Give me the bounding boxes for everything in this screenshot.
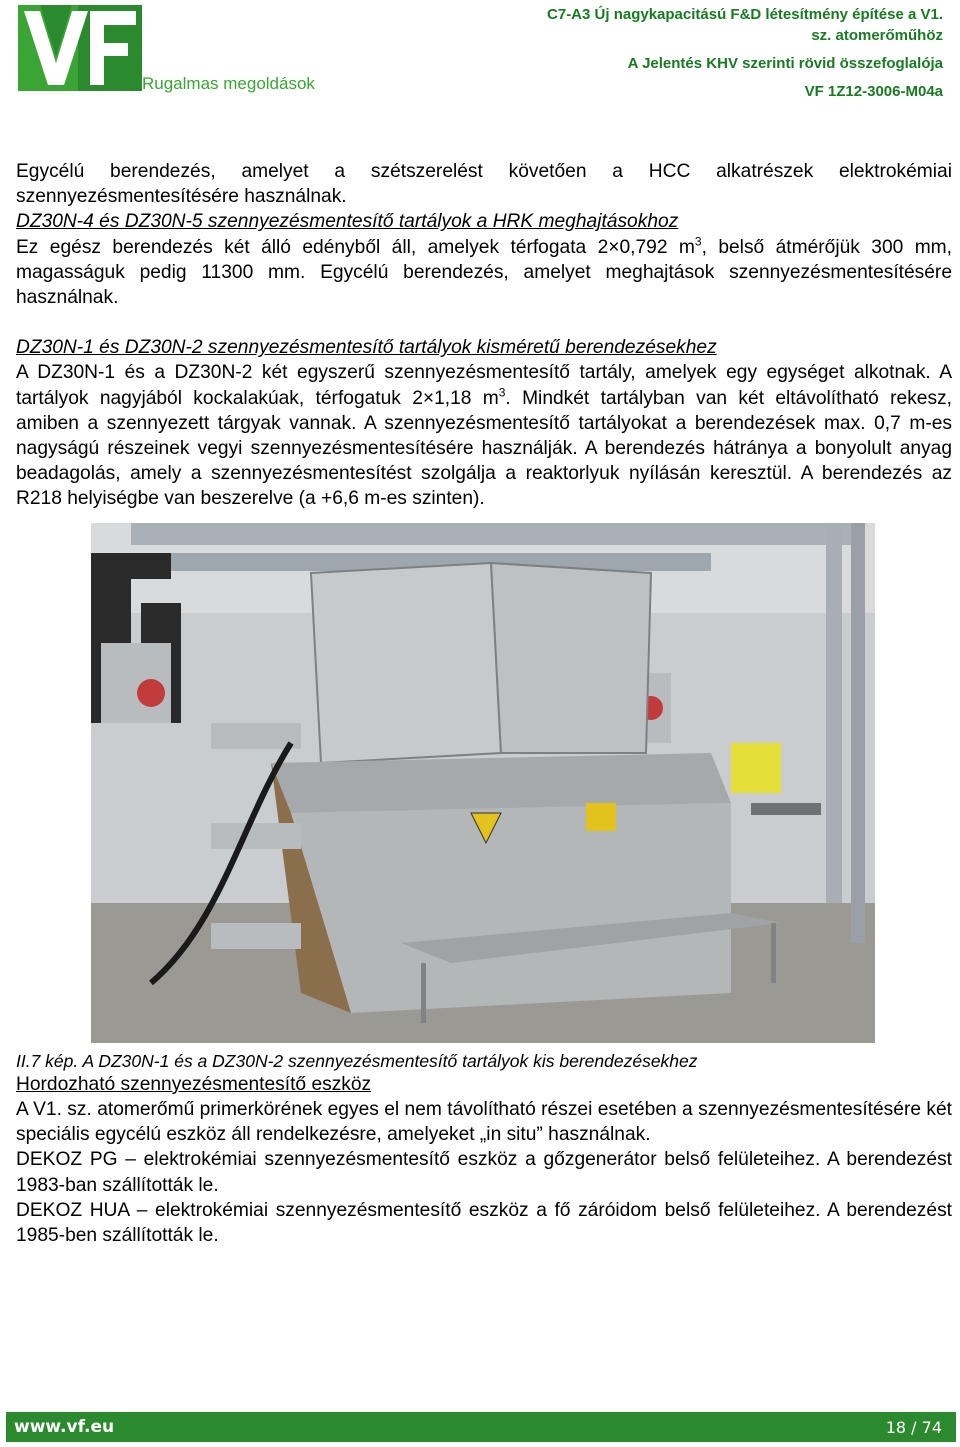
page-footer [6,1412,956,1442]
paragraph-dekoz-hua: DEKOZ HUA – elektrokémiai szennyezésmentesítő eszköz a fő záróidom belső felületeihez. A berendezést 1985-ben szállították le. [16,1199,952,1247]
footer-url[interactable]: www.vf.eu [14,1417,115,1437]
page-header [0,0,960,120]
paragraph-portable: A V1. sz. atomerőmű primerkörének egyes el nem távolítható részei esetében a szennyezésmentesítésére két speciális egycélú eszköz áll rendelkezésre, amelyeket „in situ” használnak. [16,1099,952,1146]
header-title-line2: sz. atomerőműhöz [811,27,943,44]
header-doc-code: VF 1Z12-3006-M04a [804,83,943,100]
vf-logo [18,5,142,91]
decontamination-tanks-photo [91,523,875,1043]
header-subtitle: A Jelentés KHV szerinti rövid összefoglalója [627,55,943,72]
page-content [16,159,952,1248]
slogan: Rugalmas megoldások [142,74,315,93]
paragraph-dekoz-pg: DEKOZ PG – elektrokémiai szennyezésmentesítő eszköz a gőzgenerátor belső felületeihez. A berendezést 1983-ban szállították le. [16,1149,952,1196]
header-title-block [473,4,943,102]
paragraph-dz30n-4-5: Ez egész berendezés két álló edényből áll, amelyek térfogata 2×0,792 $m^3$, belső átmérőjük 300 mm, magasságuk pedig 11300 mm. Egycélú berendezés, amelyet meghajtások szennyezésmentesítésére használnak. [16,234,952,309]
section-title-portable: Hordozható szennyezésmentesítő eszköz [16,1073,372,1095]
paragraph-dz30n-1-2: A DZ30N-1 és a DZ30N-2 két egyszerű szennyezésmentesítő tartály, amelyek egy egységet alkotnak. A tartályok nagyjából kockalakúak, térfogatuk 2×1,18 $m^3$. Mindkét tartályban van két eltávolítható rekesz, amiben a szennyezett tárgyak vannak. A szennyezésmentesítő tartályokat a berendezések max. 0,7 m-es nagyságú részeinek vegyi szennyezésmentesítésére használják. A berendezés hátránya a bonyolult anyag beadagolás, amely a szennyezésmentesítést szolgálja a reaktorlyuk nyílásán keresztül. A berendezés az R218 helyiségbe van beszerelve (a +6,6 m-es szinten). [16,362,952,510]
figure-caption: II.7 kép. A DZ30N-1 és a DZ30N-2 szennyezésmentesítő tartályok kis berendezésekhez [16,1050,698,1071]
section-title-dz30n-4-5: DZ30N-4 és DZ30N-5 szennyezésmentesítő tartályok a HRK meghajtásokhoz [16,211,679,233]
header-title-line1: C7-A3 Új nagykapacitású F&D létesítmény építése a V1. [547,6,943,23]
section-title-dz30n-1-2: DZ30N-1 és DZ30N-2 szennyezésmentesítő tartályok kisméretű berendezésekhez [16,337,717,359]
paragraph-intro: Egycélú berendezés, amelyet a szétszerelést követően a HCC alkatrészek elektrokémiai szennyezésmentesítésére használnak. [16,161,952,208]
page-number: 18 / 74 [885,1418,942,1437]
